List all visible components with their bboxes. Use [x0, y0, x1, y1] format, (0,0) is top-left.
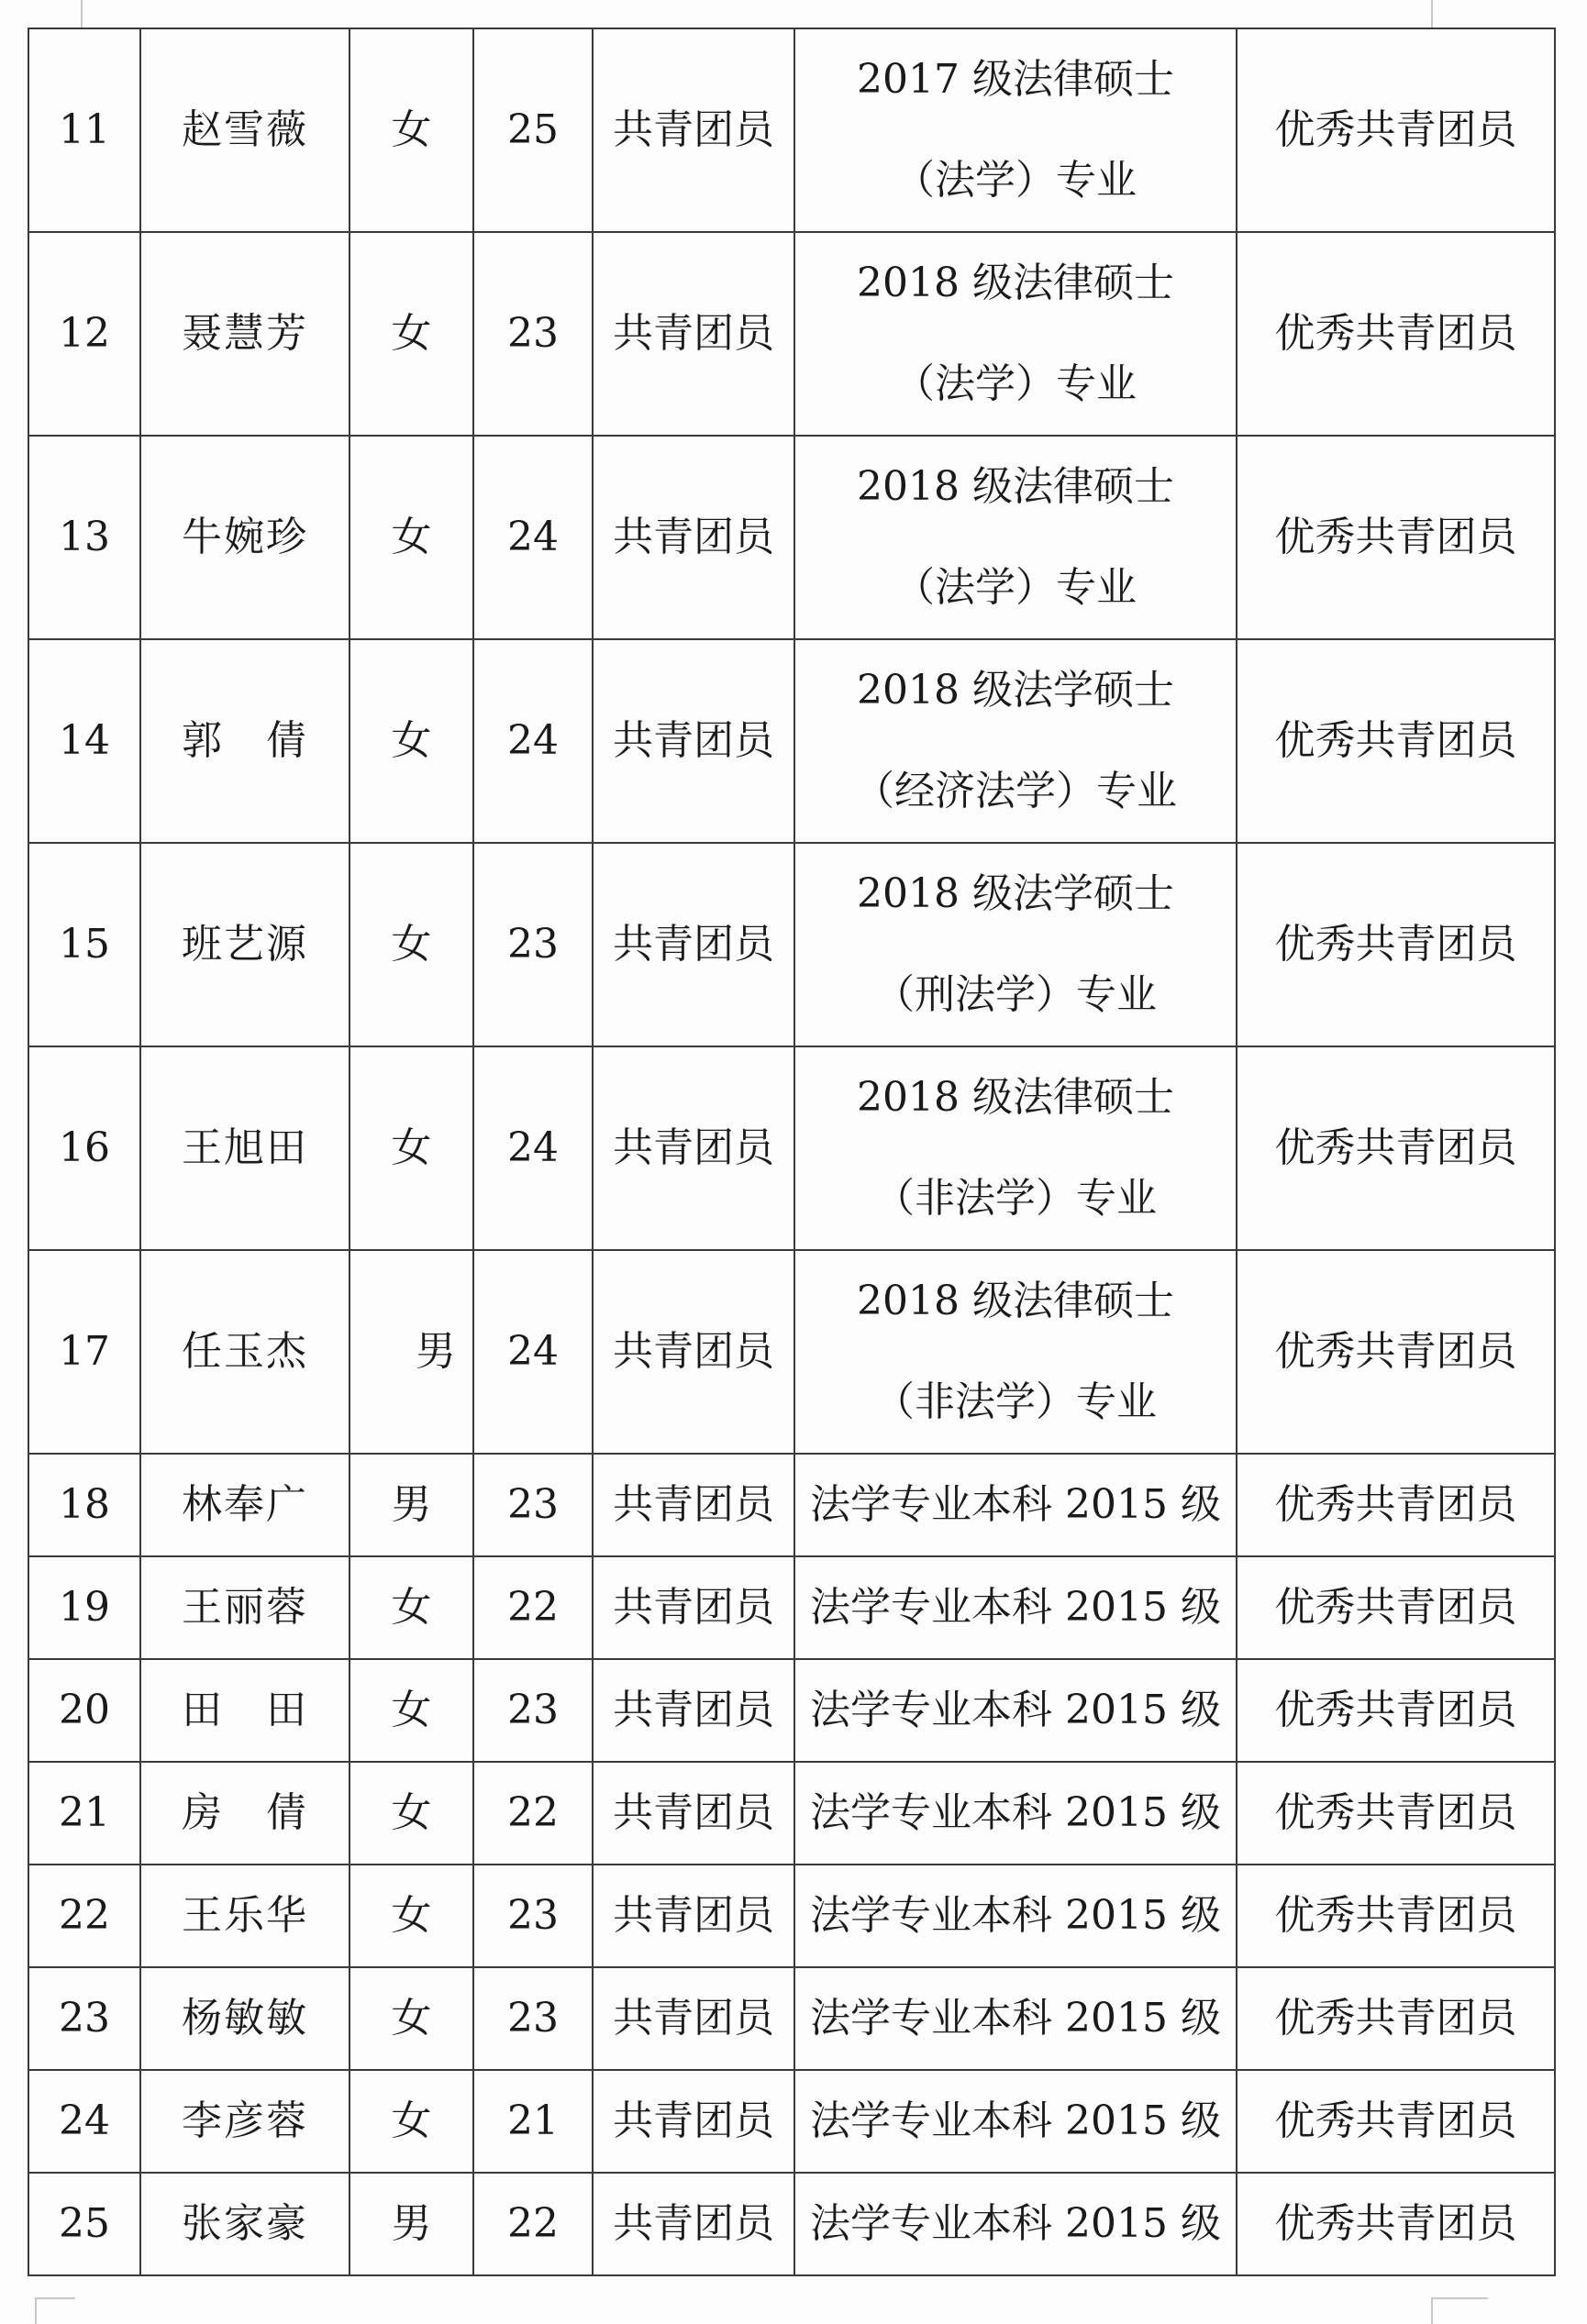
award-cell: 优秀共青团员	[1237, 28, 1555, 232]
award-cell: 优秀共青团员	[1237, 1046, 1555, 1250]
major-line: 法学专业本科 2015 级	[810, 1789, 1221, 1836]
age-cell: 22	[473, 1762, 593, 1865]
political-status-cell: 共青团员	[593, 1556, 794, 1659]
political-status-cell: 共青团员	[593, 436, 794, 639]
major-cell	[794, 1556, 1237, 1659]
award-cell: 优秀共青团员	[1237, 1762, 1555, 1865]
age-cell: 25	[473, 28, 593, 232]
major-cell	[794, 436, 1237, 639]
gender-cell: 女	[350, 639, 473, 843]
name-cell: 牛婉珍	[140, 436, 350, 639]
table-row	[28, 1046, 1555, 1250]
major-cell	[794, 2070, 1237, 2173]
row-number-cell: 12	[28, 232, 140, 436]
gender-cell: 女	[350, 1046, 473, 1250]
row-number-cell: 19	[28, 1556, 140, 1659]
political-status-cell: 共青团员	[593, 1659, 794, 1762]
age-cell: 23	[473, 1659, 593, 1762]
major-line: （法学）专业	[894, 157, 1137, 204]
major-line: （法学）专业	[894, 360, 1137, 407]
award-cell: 优秀共青团员	[1237, 2173, 1555, 2275]
major-cell	[794, 1967, 1237, 2070]
table-row	[28, 1556, 1555, 1659]
gender-cell: 女	[350, 2070, 473, 2173]
table-row	[28, 843, 1555, 1046]
row-number-cell: 15	[28, 843, 140, 1046]
political-status-cell: 共青团员	[593, 1865, 794, 1967]
major-line: （非法学）专业	[874, 1175, 1157, 1222]
row-number-cell: 11	[28, 28, 140, 232]
gender-cell: 女	[350, 1967, 473, 2070]
page-corner-mark	[1431, 0, 1433, 28]
major-line: 法学专业本科 2015 级	[810, 2200, 1221, 2247]
award-cell: 优秀共青团员	[1237, 639, 1555, 843]
major-line: 法学专业本科 2015 级	[810, 1892, 1221, 1939]
gender-cell: 女	[350, 1556, 473, 1659]
age-cell: 23	[473, 1865, 593, 1967]
name-cell: 王丽蓉	[140, 1556, 350, 1659]
gender-cell: 女	[350, 28, 473, 232]
major-line: （刑法学）专业	[874, 971, 1157, 1018]
row-number-cell: 17	[28, 1250, 140, 1454]
major-cell	[794, 1865, 1237, 1967]
major-line: 法学专业本科 2015 级	[810, 2097, 1221, 2144]
age-cell: 24	[473, 639, 593, 843]
major-cell	[794, 1659, 1237, 1762]
award-cell: 优秀共青团员	[1237, 1659, 1555, 1762]
political-status-cell: 共青团员	[593, 2070, 794, 2173]
major-line: 2017 级法律硕士	[857, 56, 1174, 103]
award-cell: 优秀共青团员	[1237, 232, 1555, 436]
major-line: 2018 级法律硕士	[857, 260, 1174, 306]
major-line: 法学专业本科 2015 级	[810, 1481, 1221, 1528]
political-status-cell: 共青团员	[593, 1967, 794, 2070]
row-number-cell: 18	[28, 1454, 140, 1556]
major-cell	[794, 1762, 1237, 1865]
name-cell: 郭 倩	[140, 639, 350, 843]
table-row	[28, 1967, 1555, 2070]
gender-cell: 女	[350, 1762, 473, 1865]
major-cell	[794, 2173, 1237, 2275]
name-cell: 林奉广	[140, 1454, 350, 1556]
political-status-cell: 共青团员	[593, 1762, 794, 1865]
row-number-cell: 16	[28, 1046, 140, 1250]
table-row	[28, 1762, 1555, 1865]
age-cell: 21	[473, 2070, 593, 2173]
name-cell: 王乐华	[140, 1865, 350, 1967]
row-number-cell: 25	[28, 2173, 140, 2275]
age-cell: 22	[473, 2173, 593, 2275]
age-cell: 22	[473, 1556, 593, 1659]
gender-cell: 女	[350, 843, 473, 1046]
roster-body	[28, 28, 1555, 2275]
table-row	[28, 2070, 1555, 2173]
age-cell: 23	[473, 1454, 593, 1556]
political-status-cell: 共青团员	[593, 1250, 794, 1454]
row-number-cell: 20	[28, 1659, 140, 1762]
major-cell	[794, 639, 1237, 843]
major-cell	[794, 1250, 1237, 1454]
table-row	[28, 1865, 1555, 1967]
row-number-cell: 22	[28, 1865, 140, 1967]
award-cell: 优秀共青团员	[1237, 2070, 1555, 2173]
major-line: 2018 级法律硕士	[857, 1074, 1174, 1121]
page-corner-mark	[1431, 2297, 1488, 2324]
political-status-cell: 共青团员	[593, 232, 794, 436]
name-cell: 李彦蓉	[140, 2070, 350, 2173]
gender-cell: 女	[350, 1865, 473, 1967]
page-corner-mark	[35, 2297, 75, 2324]
row-number-cell: 13	[28, 436, 140, 639]
political-status-cell: 共青团员	[593, 843, 794, 1046]
major-cell	[794, 28, 1237, 232]
table-row	[28, 28, 1555, 232]
major-line: 法学专业本科 2015 级	[810, 1584, 1221, 1631]
gender-cell: 男	[350, 1250, 473, 1454]
table-row	[28, 232, 1555, 436]
political-status-cell: 共青团员	[593, 1454, 794, 1556]
major-line: 2018 级法学硕士	[857, 667, 1174, 714]
political-status-cell: 共青团员	[593, 28, 794, 232]
major-cell	[794, 232, 1237, 436]
table-row	[28, 639, 1555, 843]
major-line: 2018 级法律硕士	[857, 463, 1174, 510]
award-cell: 优秀共青团员	[1237, 1967, 1555, 2070]
name-cell: 张家豪	[140, 2173, 350, 2275]
major-cell	[794, 1454, 1237, 1556]
age-cell: 23	[473, 843, 593, 1046]
table-row	[28, 1250, 1555, 1454]
political-status-cell: 共青团员	[593, 2173, 794, 2275]
major-line: （经济法学）专业	[854, 768, 1177, 814]
row-number-cell: 21	[28, 1762, 140, 1865]
age-cell: 23	[473, 1967, 593, 2070]
gender-cell: 男	[350, 2173, 473, 2275]
award-cell: 优秀共青团员	[1237, 1250, 1555, 1454]
name-cell: 聂慧芳	[140, 232, 350, 436]
gender-cell: 男	[350, 1454, 473, 1556]
row-number-cell: 14	[28, 639, 140, 843]
major-line: 法学专业本科 2015 级	[810, 1995, 1221, 2042]
age-cell: 23	[473, 232, 593, 436]
age-cell: 24	[473, 1046, 593, 1250]
name-cell: 赵雪薇	[140, 28, 350, 232]
gender-cell: 女	[350, 1659, 473, 1762]
name-cell: 杨敏敏	[140, 1967, 350, 2070]
award-cell: 优秀共青团员	[1237, 1865, 1555, 1967]
political-status-cell: 共青团员	[593, 1046, 794, 1250]
major-line: （法学）专业	[894, 564, 1137, 611]
table-row	[28, 1659, 1555, 1762]
major-cell	[794, 1046, 1237, 1250]
political-status-cell: 共青团员	[593, 639, 794, 843]
age-cell: 24	[473, 436, 593, 639]
award-cell: 优秀共青团员	[1237, 1454, 1555, 1556]
age-cell: 24	[473, 1250, 593, 1454]
gender-cell: 女	[350, 436, 473, 639]
major-line: 2018 级法律硕士	[857, 1278, 1174, 1324]
row-number-cell: 24	[28, 2070, 140, 2173]
table-row	[28, 436, 1555, 639]
name-cell: 田 田	[140, 1659, 350, 1762]
award-cell: 优秀共青团员	[1237, 436, 1555, 639]
row-number-cell: 23	[28, 1967, 140, 2070]
name-cell: 班艺源	[140, 843, 350, 1046]
major-line: 2018 级法学硕士	[857, 870, 1174, 917]
award-cell: 优秀共青团员	[1237, 1556, 1555, 1659]
gender-cell: 女	[350, 232, 473, 436]
page-corner-mark	[81, 0, 83, 28]
major-cell	[794, 843, 1237, 1046]
name-cell: 任玉杰	[140, 1250, 350, 1454]
name-cell: 王旭田	[140, 1046, 350, 1250]
honor-roster-table	[28, 28, 1556, 2276]
name-cell: 房 倩	[140, 1762, 350, 1865]
major-line: （非法学）专业	[874, 1378, 1157, 1425]
major-line: 法学专业本科 2015 级	[810, 1687, 1221, 1733]
table-row	[28, 2173, 1555, 2275]
table-row	[28, 1454, 1555, 1556]
award-cell: 优秀共青团员	[1237, 843, 1555, 1046]
